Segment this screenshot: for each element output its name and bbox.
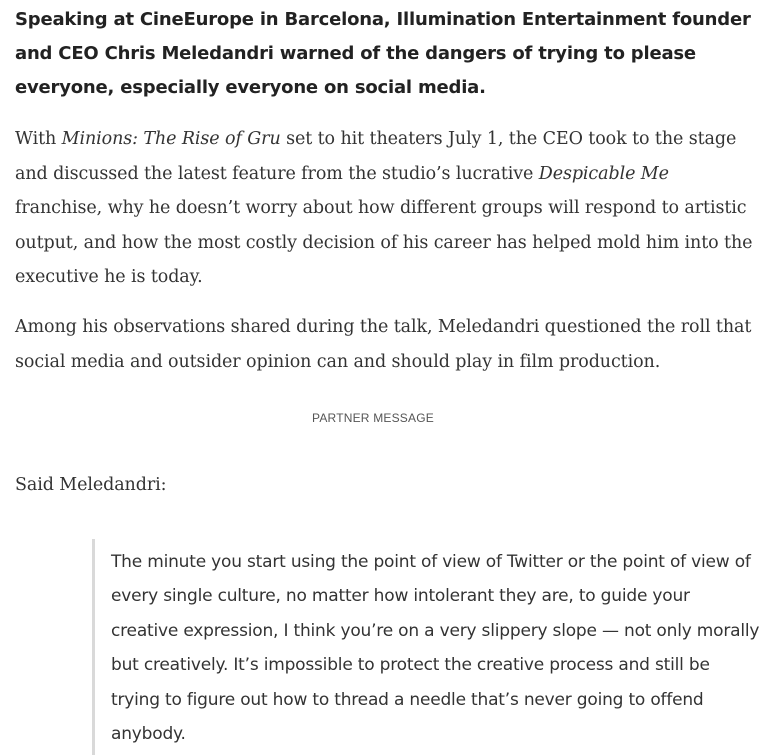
franchise-title-despicable-me: Despicable Me	[538, 163, 669, 184]
paragraph-text: set to hit theaters July 1, the CEO took to the stage and discussed the latest feature from the studio’s lucrative	[15, 129, 737, 184]
paragraph-text: With	[15, 129, 62, 149]
paragraph-said: Said Meledandri:	[15, 475, 167, 495]
blockquote	[92, 539, 776, 755]
quote-text: The minute you start using the point of view of Twitter or the point of view of every single culture, no matter how intolerant they are, to guide your creative expression, I think you’re on a very slippery slope — not only morally but creatively. It’s impossible to protect the creative process and still be trying to figure out how to thread a needle that’s never going to offend anybody.	[111, 552, 760, 745]
paragraph-text: franchise, why he doesn’t worry about how different groups will respond to artistic output, and how the most costly decision of his career has helped mold him into the executive he is today.	[15, 198, 753, 287]
film-title-minions: Minions: The Rise of Gru	[61, 129, 281, 149]
paragraph-observations: Among his observations shared during the talk, Meledandri questioned the roll that social media and outsider opinion can and should play in film production.	[15, 317, 752, 372]
partner-message-label: PARTNER MESSAGE	[312, 411, 434, 425]
paragraph-intro	[15, 122, 760, 295]
article-lede: Speaking at CineEurope in Barcelona, Illumination Entertainment founder and CEO Chris Meledandri warned of the dangers of trying to please everyone, especially everyone on social media.	[15, 9, 751, 98]
